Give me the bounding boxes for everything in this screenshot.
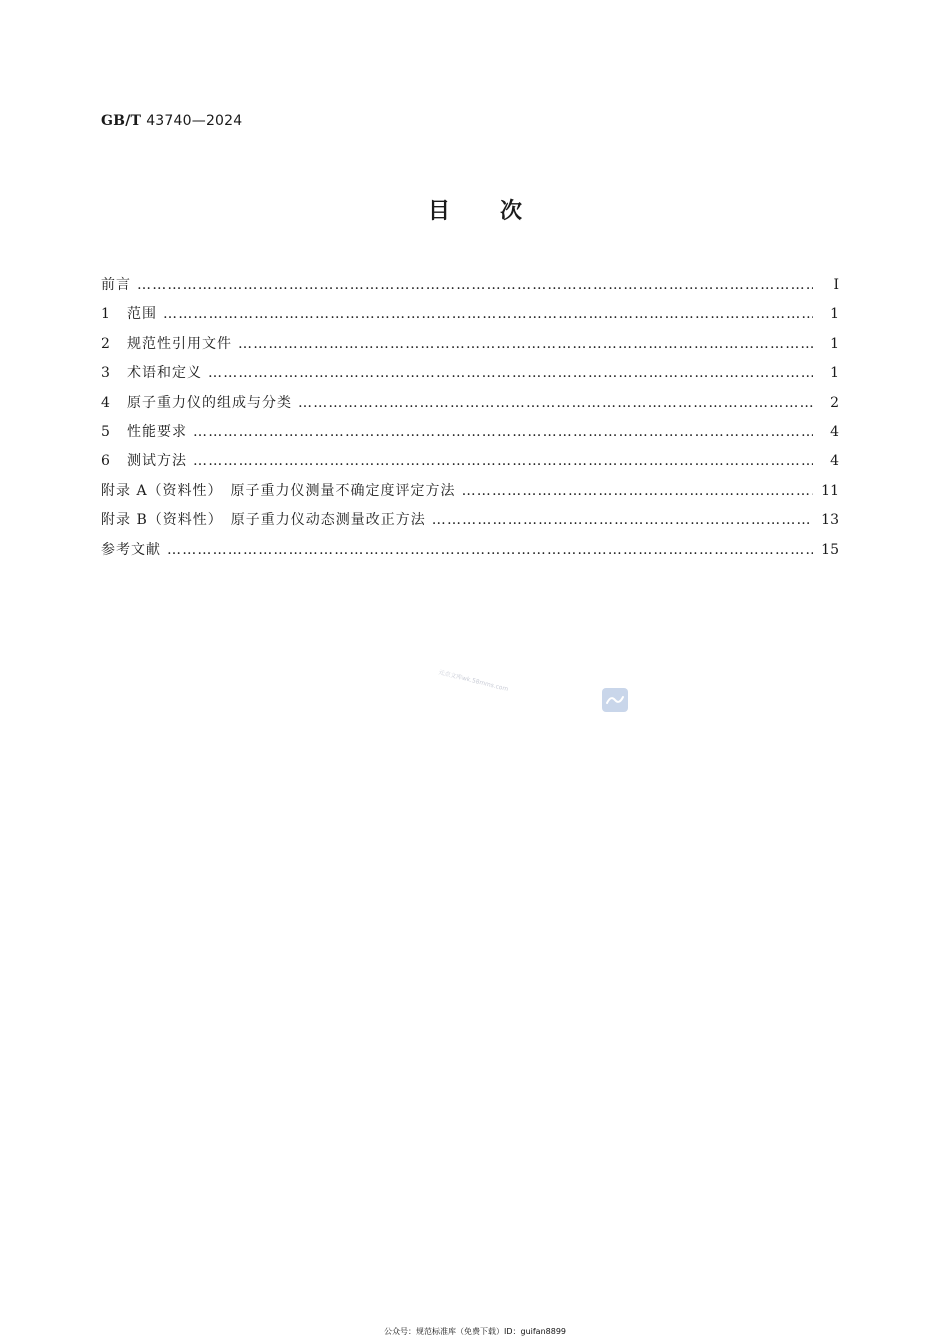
toc-entry-appendix-b[interactable] xyxy=(101,506,839,535)
toc-entry-number: 1 xyxy=(101,306,110,323)
footer-note: 公众号：规范标准库（免费下载）ID：guifan8899 xyxy=(383,1327,567,1336)
toc-entry-page: 11 xyxy=(821,482,839,499)
toc-leader-dots xyxy=(462,477,813,506)
toc-entry-page: 1 xyxy=(830,306,839,323)
toc-leader-dots xyxy=(193,447,813,476)
toc-entry-page: 1 xyxy=(830,365,839,382)
toc-leader-dots xyxy=(137,271,813,300)
toc-entry-scope[interactable] xyxy=(101,300,839,329)
watermark-logo-icon xyxy=(602,688,628,712)
toc-leader-dots xyxy=(167,536,813,565)
toc-entry-terms-definitions[interactable] xyxy=(101,359,839,388)
toc-entry-number: 3 xyxy=(101,365,110,382)
toc-entry-performance-requirements[interactable] xyxy=(101,418,839,447)
toc-entry-number: 2 xyxy=(101,335,110,352)
toc-entry-page: 4 xyxy=(830,453,839,470)
toc-entry-label: 术语和定义 xyxy=(127,365,202,382)
toc-entry-label: 性能要求 xyxy=(127,423,187,440)
toc-entry-normative-references[interactable] xyxy=(101,330,839,359)
standard-code xyxy=(101,113,242,129)
toc-entry-page: 2 xyxy=(830,394,839,411)
toc-entry-label: 规范性引用文件 xyxy=(127,335,232,352)
toc-entry-label: 附录 B（资料性） 原子重力仪动态测量改正方法 xyxy=(101,512,426,529)
toc-leader-dots xyxy=(432,506,813,535)
toc-entry-label: 测试方法 xyxy=(127,453,187,470)
watermark-text: 元点文库wk.58mms.com xyxy=(437,668,509,694)
toc-entry-label: 前言 xyxy=(101,277,131,293)
toc-leader-dots xyxy=(163,300,813,329)
toc-entry-number: 4 xyxy=(101,394,110,411)
toc-entry-test-methods[interactable] xyxy=(101,447,839,476)
toc-entry-label: 原子重力仪的组成与分类 xyxy=(127,394,292,411)
toc-leader-dots xyxy=(238,330,813,359)
toc-entry-page: 13 xyxy=(821,512,839,529)
toc-leader-dots xyxy=(208,359,813,388)
toc-entry-page: 15 xyxy=(821,541,839,558)
page-title: 目次 xyxy=(427,199,572,224)
toc-leader-dots xyxy=(298,389,813,418)
toc-entry-appendix-a[interactable] xyxy=(101,477,839,506)
toc-entry-number: 5 xyxy=(101,423,110,440)
table-of-contents xyxy=(101,271,839,565)
toc-entry-label: 参考文献 xyxy=(101,541,161,558)
toc-entry-page: 4 xyxy=(830,423,839,440)
toc-entry-label: 附录 A（资料性） 原子重力仪测量不确定度评定方法 xyxy=(101,482,456,499)
toc-entry-page: I xyxy=(833,277,839,293)
toc-leader-dots xyxy=(193,418,813,447)
toc-entry-page: 1 xyxy=(830,335,839,352)
toc-entry-preface[interactable] xyxy=(101,271,839,300)
toc-entry-number: 6 xyxy=(101,453,110,470)
toc-entry-bibliography[interactable] xyxy=(101,536,839,565)
standard-number: 43740—2024 xyxy=(146,113,243,129)
toc-entry-label: 范围 xyxy=(127,306,157,323)
toc-entry-composition-classification[interactable] xyxy=(101,389,839,418)
standard-prefix: GB/T xyxy=(101,113,142,129)
